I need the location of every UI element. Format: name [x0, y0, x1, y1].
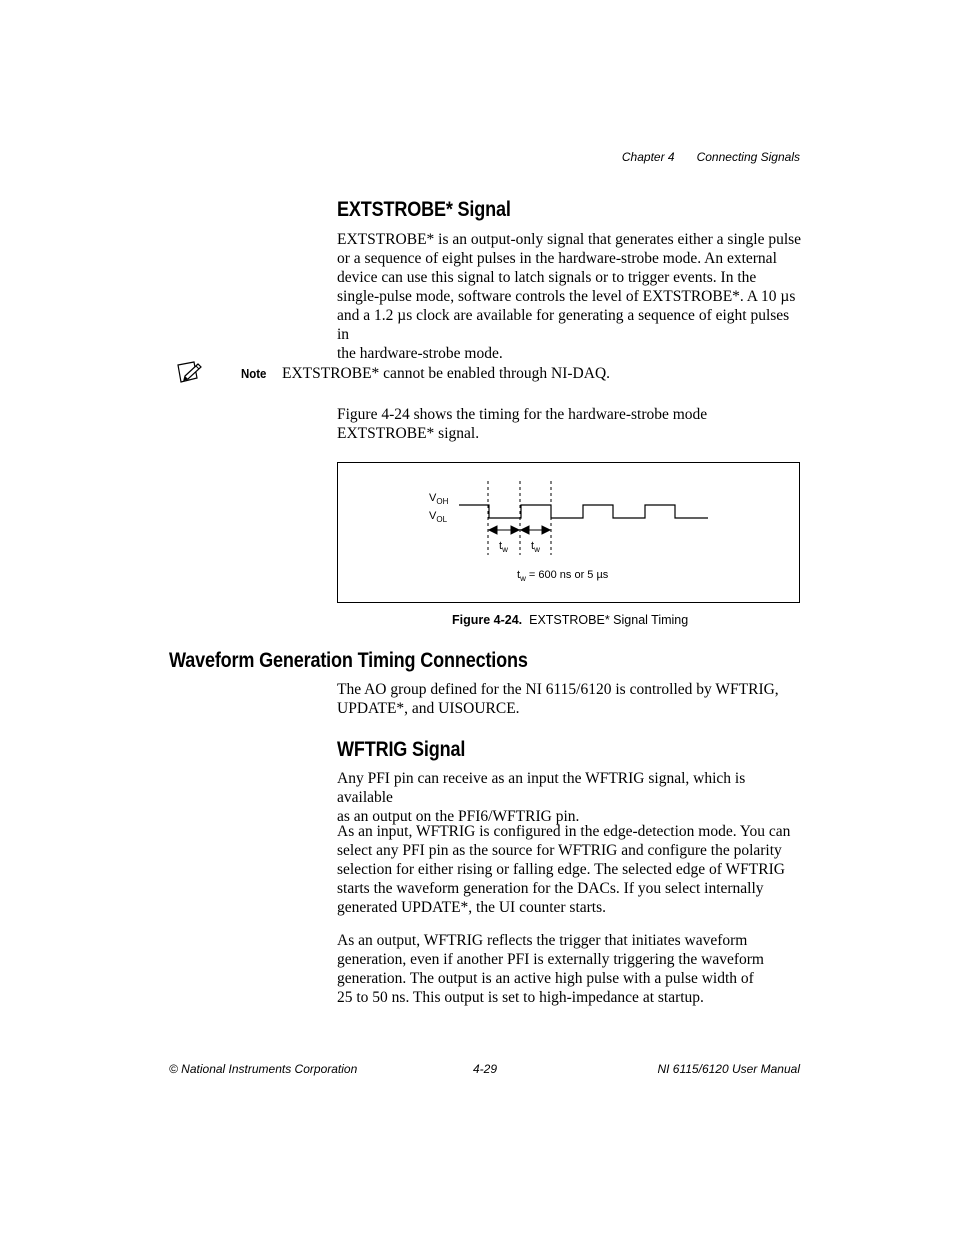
extstrobe-paragraph	[337, 230, 803, 363]
wftrig-paragraph	[337, 822, 803, 917]
figure-intro-paragraph	[337, 405, 803, 443]
wftrig-paragraph	[337, 931, 803, 1007]
tw-formula: $t_w = 600$ ns or 5 µs	[517, 569, 609, 584]
text-line: As an input, WFTRIG is configured in the edge-detection mode. You can	[337, 823, 791, 840]
text-line: starts the waveform generation for the DACs. If you select internally	[337, 880, 764, 897]
caption-text: EXTSTROBE* Signal Timing	[529, 613, 689, 627]
text-line: EXTSTROBE* signal.	[337, 425, 480, 442]
waveform-heading: Waveform Generation Timing Connections	[169, 649, 528, 672]
voh-label: $V_{OH}$	[429, 492, 449, 507]
note-label: Note	[241, 366, 267, 381]
footer-manual-title: NI 6115/6120 User Manual	[657, 1062, 800, 1076]
text-line: device can use this signal to latch signals or to trigger events. In the	[337, 269, 757, 286]
tw-label: $t_w$	[499, 540, 508, 555]
tw-arrow	[521, 526, 550, 534]
figure-caption	[452, 613, 688, 627]
timing-figure	[337, 462, 800, 603]
text-line: 25 to 50 ns. This output is set to high-impedance at startup.	[337, 989, 704, 1006]
tw-label: $t_w$	[531, 540, 540, 555]
text-line: selection for either rising or falling edge. The selected edge of WFTRIG	[337, 861, 785, 878]
chapter-title: Connecting Signals	[696, 150, 800, 164]
extstrobe-waveform	[459, 505, 708, 518]
wftrig-paragraph	[337, 769, 803, 826]
text-line: generation. The output is an active high pulse with a pulse width of	[337, 970, 754, 987]
text-line: select any PFI pin as the source for WFTRIG and configure the polarity	[337, 842, 782, 859]
vol-label: $V_{OL}$	[429, 510, 448, 525]
extstrobe-heading: EXTSTROBE* Signal	[337, 198, 511, 221]
text-line: EXTSTROBE* is an output-only signal that generates either a single pulse	[337, 231, 802, 248]
text-line: UPDATE*, and UISOURCE.	[337, 700, 520, 717]
tw-arrow	[489, 526, 519, 534]
page-number: 4-29	[473, 1062, 498, 1076]
wftrig-heading: WFTRIG Signal	[337, 738, 466, 761]
note-text: EXTSTROBE* cannot be enabled through NI-DAQ.	[282, 365, 611, 382]
text-line: as an output on the PFI6/WFTRIG pin.	[337, 808, 580, 825]
text-line: Figure 4-24 shows the timing for the hardware-strobe mode	[337, 406, 708, 423]
text-line: The AO group defined for the NI 6115/6120 is controlled by WFTRIG,	[337, 681, 779, 698]
chapter-label: Chapter 4	[621, 150, 675, 164]
text-line: As an output, WFTRIG reflects the trigger that initiates waveform	[337, 932, 748, 949]
text-line: the hardware-strobe mode.	[337, 345, 503, 362]
caption-label: Figure 4-24.	[452, 613, 523, 627]
text-line: Any PFI pin can receive as an input the WFTRIG signal, which is available	[337, 770, 746, 806]
text-line: single-pulse mode, software controls the level of EXTSTROBE*. A 10 µs	[337, 288, 796, 305]
text-line: and a 1.2 µs clock are available for generating a sequence of eight pulses in	[337, 307, 790, 343]
waveform-paragraph	[337, 680, 803, 718]
footer-copyright: © National Instruments Corporation	[169, 1062, 358, 1076]
text-line: or a sequence of eight pulses in the hardware-strobe mode. An external	[337, 250, 777, 267]
running-header	[622, 150, 800, 164]
text-line: generated UPDATE*, the UI counter starts.	[337, 899, 607, 916]
text-line: generation, even if another PFI is externally triggering the waveform	[337, 951, 764, 968]
note-pencil-icon	[176, 360, 204, 386]
